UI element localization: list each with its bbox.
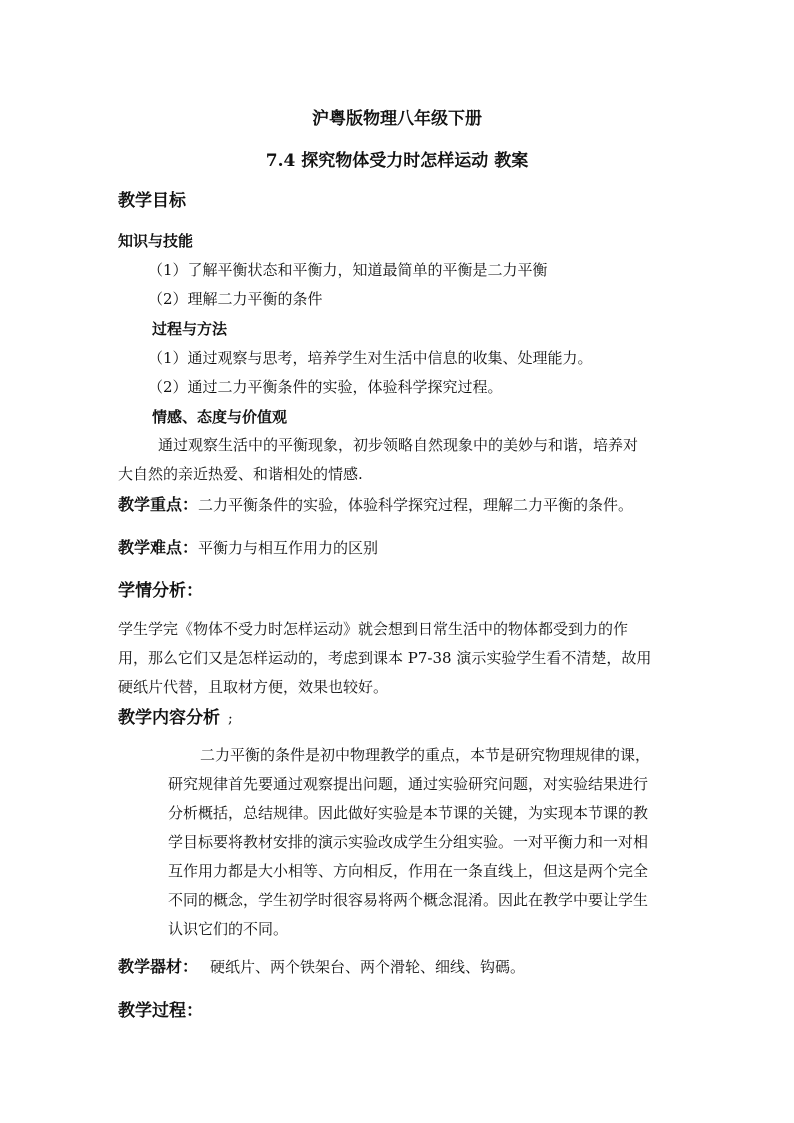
student-analysis-heading: 学情分析：: [118, 581, 203, 601]
document-title: 沪粤版物理八年级下册: [312, 109, 482, 129]
attitude-line: 大自然的亲近热爱、和谐相处的情感.: [118, 465, 363, 483]
key-points-label: 教学重点：: [118, 495, 199, 514]
equipment-label: 教学器材：: [118, 957, 199, 976]
knowledge-heading: 知识与技能: [118, 232, 194, 250]
key-points: [118, 495, 633, 515]
difficulties-label: 教学难点：: [118, 538, 199, 557]
knowledge-item: （1）了解平衡状态和平衡力，知道最简单的平衡是二力平衡: [148, 261, 548, 279]
content-analysis-line: 分析概括，总结规律。因此做好实验是本节课的关键，为实现本节课的教: [168, 804, 649, 822]
content-analysis-heading: [118, 707, 233, 730]
content-analysis-line: 互作用力都是大小相等、方向相反，作用在一条直线上，但这是两个完全: [168, 862, 649, 880]
student-analysis-line: 硬纸片代替，且取材方便，效果也较好。: [118, 678, 389, 696]
equipment: [118, 957, 525, 977]
attitude-line: 通过观察生活中的平衡现象，初步领略自然现象中的美妙与和谐，培养对: [158, 436, 639, 454]
knowledge-item: （2）理解二力平衡的条件: [148, 290, 323, 308]
content-analysis-mark: ;: [228, 711, 233, 727]
content-analysis-line: 学目标要将教材安排的演示实验改成学生分组实验。一对平衡力和一对相: [168, 833, 649, 851]
content-analysis-line: 认识它们的不同。: [168, 920, 289, 938]
difficulties-text: 平衡力与相互作用力的区别: [198, 539, 379, 557]
document-subtitle: 7.4 探究物体受力时怎样运动 教案: [265, 151, 529, 171]
key-points-text: 二力平衡条件的实验，体验科学探究过程，理解二力平衡的条件。: [198, 496, 634, 514]
equipment-text: 硬纸片、两个铁架台、两个滑轮、细线、钩碼。: [210, 958, 526, 976]
student-analysis-line: 用，那么它们又是怎样运动的，考虑到课本 P7-38 演示实验学生看不清楚，故用: [118, 649, 652, 667]
objectives-heading: 教学目标: [118, 191, 186, 211]
process-heading: 过程与方法: [152, 320, 228, 338]
difficulties: [118, 538, 378, 558]
attitude-heading: 情感、态度与价值观: [152, 408, 288, 426]
content-analysis-line: 研究规律首先要通过观察提出问题，通过实验研究问题，对实验结果进行: [168, 775, 649, 793]
procedure-heading: 教学过程：: [118, 1001, 203, 1021]
process-item: （1）通过观察与思考，培养学生对生活中信息的收集、处理能力。: [148, 349, 593, 367]
content-analysis-line: 二力平衡的条件是初中物理教学的重点，本节是研究物理规律的课，: [200, 746, 651, 764]
content-analysis-line: 不同的概念，学生初学时很容易将两个概念混淆。因此在教学中要让学生: [168, 891, 649, 909]
student-analysis-line: 学生学完《物体不受力时怎样运动》就会想到日常生活中的物体都受到力的作: [118, 620, 629, 638]
process-item: （2）通过二力平衡条件的实验，体验科学探究过程。: [148, 378, 503, 396]
content-analysis-title: 教学内容分析: [118, 708, 220, 728]
